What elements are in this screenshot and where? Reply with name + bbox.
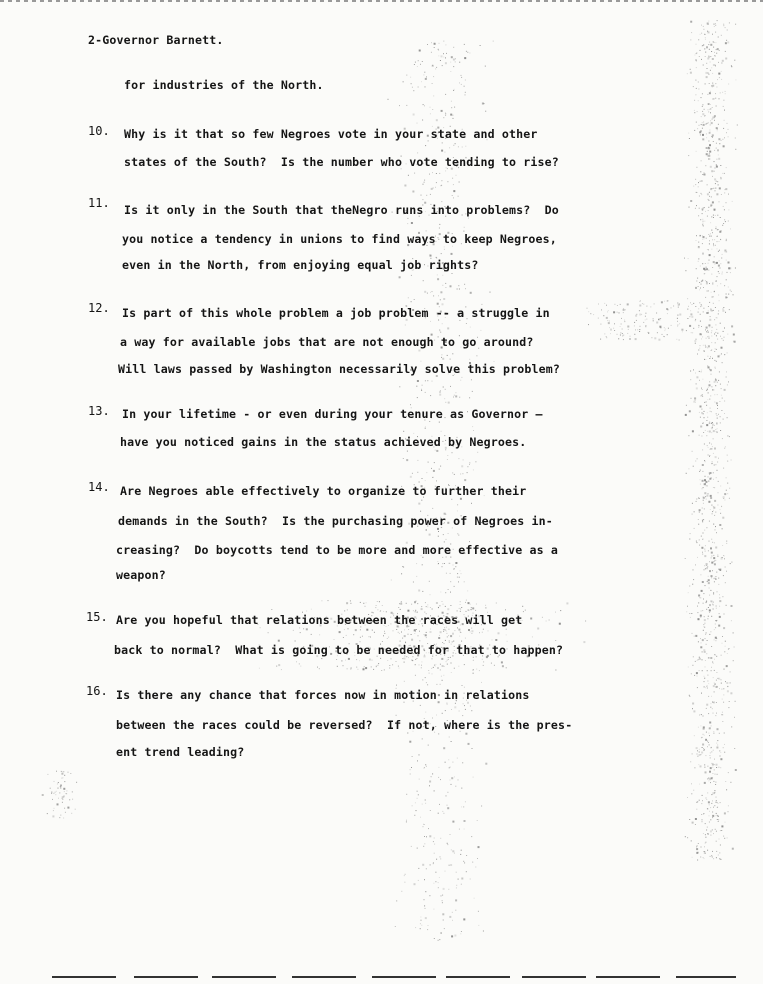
page-edge-dashes: [0, 0, 763, 2]
bottom-edge-dash: [212, 976, 276, 978]
question-text-line: Why is it that so few Negroes vote in your state and other: [124, 127, 538, 141]
question-text-line: have you noticed gains in the status achieved by Negroes.: [120, 435, 527, 449]
question-number: 12.: [88, 301, 110, 315]
question-number: 14.: [88, 480, 110, 494]
bottom-edge-dash: [446, 976, 510, 978]
question-text-line: demands in the South? Is the purchasing power of Negroes in-: [118, 514, 553, 528]
question-text-line: you notice a tendency in unions to find ways to keep Negroes,: [122, 232, 557, 246]
bottom-edge-dash: [134, 976, 198, 978]
bottom-edge-dash: [522, 976, 586, 978]
bottom-edge-dash: [52, 976, 116, 978]
question-text-line: weapon?: [116, 568, 166, 582]
question-text-line: back to normal? What is going to be needed for that to happen?: [114, 643, 564, 657]
question-text-line: a way for available jobs that are not enough to go around?: [120, 335, 534, 349]
question-text-line: creasing? Do boycotts tend to be more and more effective as a: [116, 543, 559, 557]
question-text-line: Is there any chance that forces now in motion in relations: [116, 688, 530, 702]
question-number: 13.: [88, 404, 110, 418]
bottom-edge-dash: [676, 976, 736, 978]
question-text-line: Is it only in the South that theNegro runs into problems? Do: [124, 203, 559, 217]
bottom-edge-dash: [292, 976, 356, 978]
question-text-line: In your lifetime - or even during your tenure as Governor —: [122, 407, 543, 421]
question-text-line: Are you hopeful that relations between the races will get: [116, 613, 523, 627]
question-number: 10.: [88, 124, 110, 138]
question-text-line: states of the South? Is the number who vote tending to rise?: [124, 155, 559, 169]
question-text-line: Is part of this whole problem a job problem -- a struggle in: [122, 306, 550, 320]
question-text-line: between the races could be reversed? If not, where is the pres-: [116, 718, 573, 732]
question-number: 11.: [88, 196, 110, 210]
question-number: 16.: [86, 684, 108, 698]
question-text-line: even in the North, from enjoying equal job rights?: [122, 258, 479, 272]
page-header: 2-Governor Barnett.: [88, 33, 224, 47]
bottom-edge-dash: [372, 976, 436, 978]
question-text-line: Are Negroes able effectively to organize to further their: [120, 484, 527, 498]
bottom-edge-dash: [596, 976, 660, 978]
question-number: 15.: [86, 610, 108, 624]
question-text-line: ent trend leading?: [116, 745, 245, 759]
continuation-line: for industries of the North.: [124, 78, 324, 92]
question-text-line: Will laws passed by Washington necessarily solve this problem?: [118, 362, 561, 376]
